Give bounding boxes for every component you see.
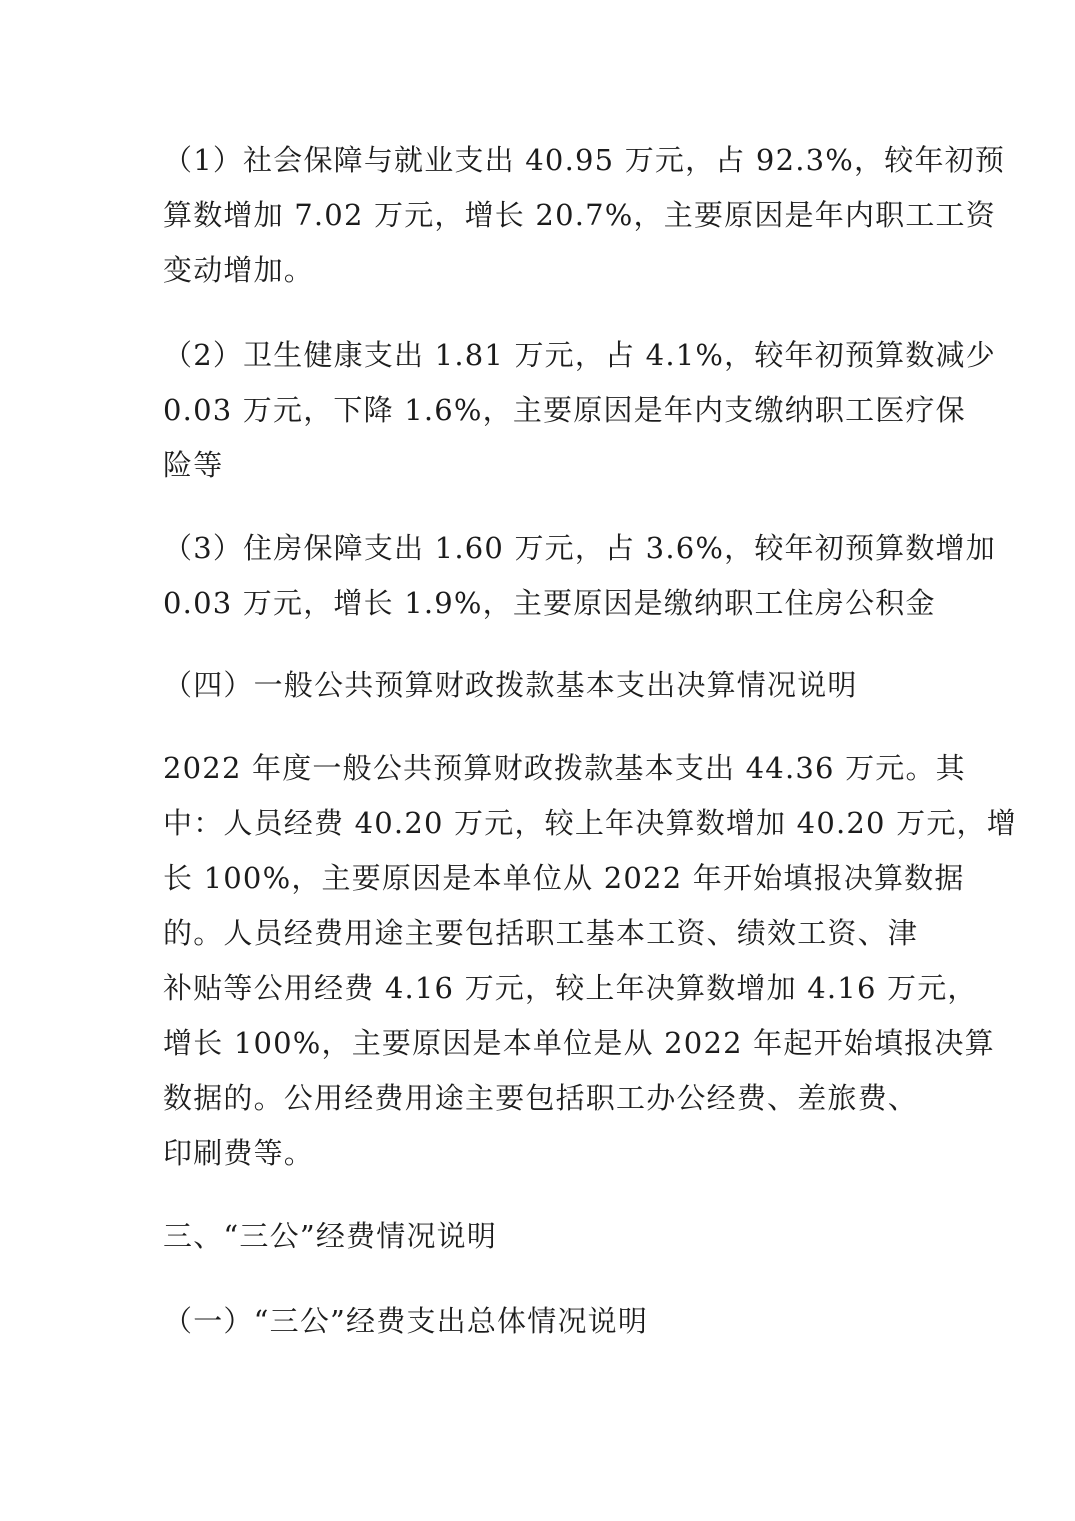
paragraph-line: 变动增加。 [163,253,315,287]
paragraph-line: 2022 年度一般公共预算财政拨款基本支出 44.36 万元。其 [163,751,966,785]
paragraph-line: 0.03 万元，增长 1.9%，主要原因是缴纳职工住房公积金 [163,586,936,620]
paragraph-line: （3）住房保障支出 1.60 万元，占 3.6%，较年初预算数增加 [163,531,996,565]
paragraph-line: 算数增加 7.02 万元，增长 20.7%，主要原因是年内职工工资 [163,198,996,232]
paragraph-line: 补贴等公用经费 4.16 万元，较上年决算数增加 4.16 万元， [163,971,978,1005]
paragraph-line: （2）卫生健康支出 1.81 万元，占 4.1%，较年初预算数减少 [163,338,996,372]
paragraph-line: 0.03 万元，下降 1.6%，主要原因是年内支缴纳职工医疗保 [163,393,966,427]
section-heading: （四）一般公共预算财政拨款基本支出决算情况说明 [163,668,858,702]
paragraph-line: （1）社会保障与就业支出 40.95 万元，占 92.3%，较年初预 [163,143,1006,177]
paragraph-line: 长 100%，主要原因是本单位从 2022 年开始填报决算数据 [163,861,965,895]
paragraph-line: 的。人员经费用途主要包括职工基本工资、绩效工资、津 [163,916,919,950]
paragraph-line: 险等 [163,448,224,482]
paragraph-line: 印刷费等。 [163,1136,315,1170]
section-heading: 三、“三公”经费情况说明 [163,1219,498,1253]
paragraph-line: 增长 100%，主要原因是本单位是从 2022 年起开始填报决算 [163,1026,995,1060]
paragraph-line: 数据的。公用经费用途主要包括职工办公经费、差旅费、 [163,1081,919,1115]
paragraph-line: 中：人员经费 40.20 万元，较上年决算数增加 40.20 万元，增 [163,806,1017,840]
subsection-heading: （一）“三公”经费支出总体情况说明 [163,1304,649,1338]
